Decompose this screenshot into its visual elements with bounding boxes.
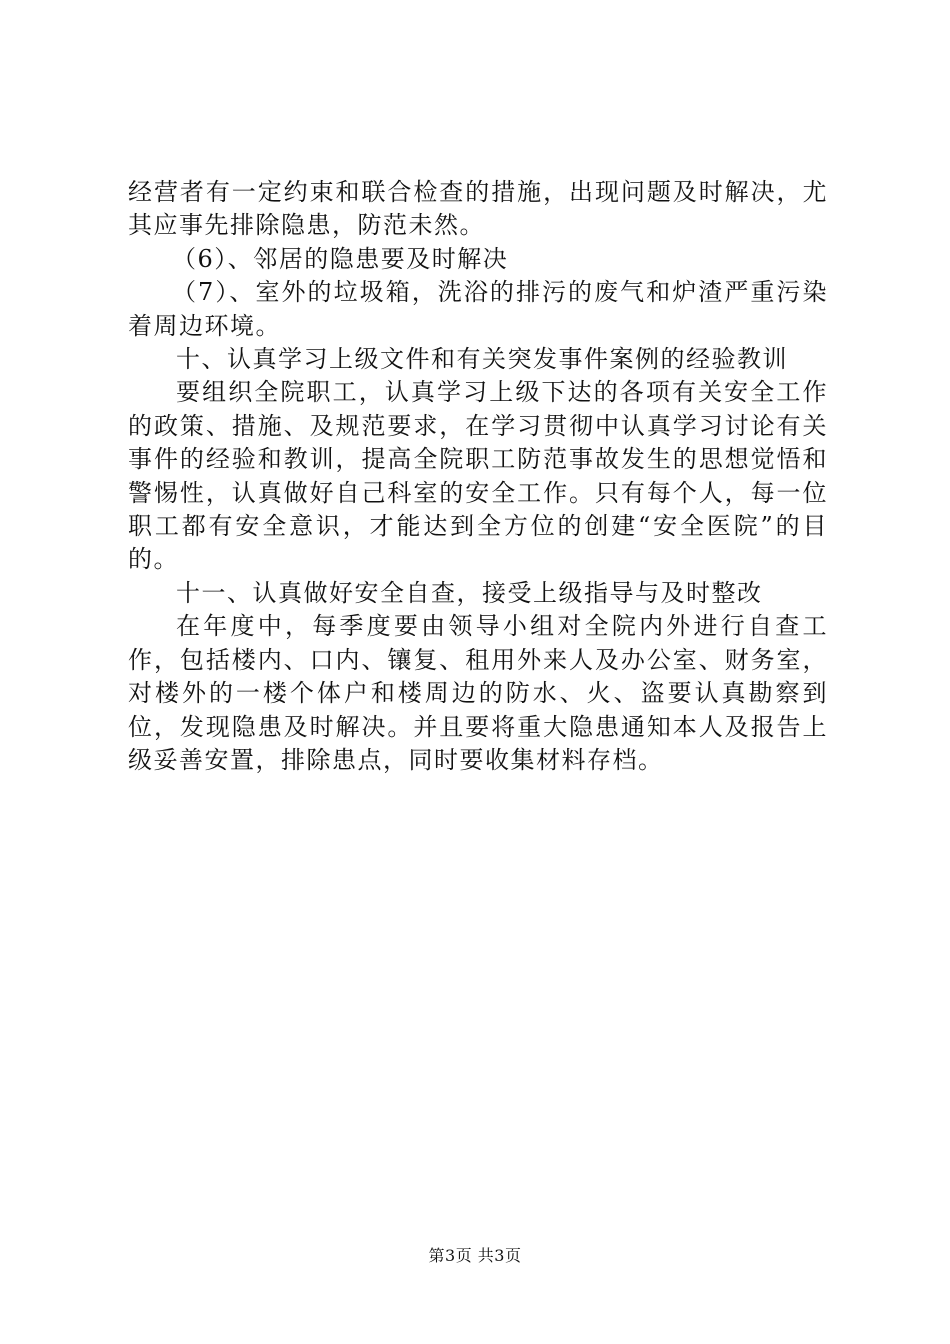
section-heading-11: 十一、认真做好安全自查，接受上级指导与及时整改: [176, 578, 763, 607]
list-item-6: （6）、邻居的隐患要及时解决: [172, 244, 509, 273]
list-item-7: （7）、室外的垃圾箱，洗浴的排污的废气和炉渣严重污染着周边环境。: [128, 278, 828, 340]
page-number-footer: 第3页 共3页: [428, 1246, 522, 1265]
paragraph-section-10: 要组织全院职工，认真学习上级下达的各项有关安全工作的政策、措施、及规范要求，在学习贯彻中认真学习讨论有关事件的经验和教训，提高全院职工防范事故发生的思想觉悟和警惕性，认真做好自己科室的安全工作。只有每个人，每一位职工都有安全意识，才能达到全方位的创建“安全医院”的目的。: [128, 378, 828, 574]
paragraph-continuation: 经营者有一定约束和联合检查的措施，出现问题及时解决，尤其应事先排除隐患，防范未然。: [128, 178, 828, 240]
section-heading-10: 十、认真学习上级文件和有关突发事件案例的经验教训: [176, 345, 788, 374]
document-body: [128, 176, 828, 777]
paragraph-section-11: 在年度中，每季度要由领导小组对全院内外进行自查工作，包括楼内、口内、镶复、租用外来人及办公室、财务室，对楼外的一楼个体户和楼周边的防水、火、盗要认真勘察到位，发现隐患及时解决。并且要将重大隐患通知本人及报告上级妥善安置，排除患点，同时要收集材料存档。: [128, 612, 828, 774]
